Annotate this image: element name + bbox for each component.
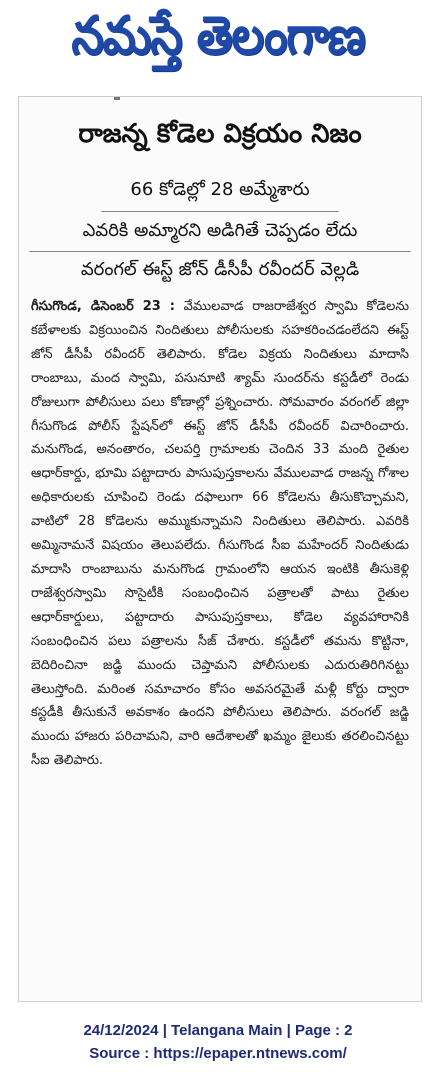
article-body-text: వేములవాడ రాజరాజేశ్వర స్వామి కోడెలను కబేళాలకు విక్రయించిన నిందితులు పోలీసులకు సహకరించడంలేదని ఈస్ట్ జోన్ డీసీపీ రవీందర్ తెలిపారు. కోడెల విక్రయ నిందితులు మాదాసి రాంబాబు, మంద స్వామి, పసునూటి శ్యామ్ సుందర్‌ను కస్టడీలో రెండు రోజులుగా పోలీసులు పలు కోణాల్లో ప్రశ్నించారు. సోమవారం వరంగల్ జిల్లా గీసుగొండ పోలీస్ స్టేషన్‌లో ఈస్ట్ జోన్ డీసీపీ రవీందర్ విచారించారు. మనుగొండ, అనంతారం, చలపర్తి గ్రామాలకు చెందిన 33 మంది రైతుల ఆధార్‌కార్డు, భూమి పట్టాదారు పాసుపుస్తకాలను వేములవాడ రాజన్న గోశాల అధికారులకు చూపించి రెండు దఫాలుగా 66 కోడెలను తీసుకొచ్చామని, వాటిలో 28 కోడెలను అమ్ముకున్నామని నిందితులు తెలిపారు. ఎవరికి అమ్మినామనే విషయం తెలుపలేదు. గీసుగొండ సీఐ మహేందర్ నిందితుడు మాదాసి రాంబాబును మనుగొండ గ్రామంలోని ఆయన ఇంటికి తీసుకెళ్లి రాజేశ్వరస్వామి సొసైటీకి సంబంధించిన పత్రాలతో పాటు రైతుల ఆధార్‌కార్డులు, పట్టాదారు పాసుపుస్తకాలు, కోడెల వ్యవహారానికి సంబంధించిన పలు పత్రాలను సీజ్ చేశారు. కస్టడీలో తమను కొట్టినా, బెదిరించినా జడ్జి ముందు చెప్తామని పోలీసులకు ఎదురుతిరిగినట్టు తెలుస్తోంది. మరింత సమాచారం కోసం అవసరమైతే మళ్లీ కోర్టు ద్వారా కస్టడీకి తీసుకునే అవకాశం ఉందని పోలీసులు తెలిపారు. వరంగల్ జడ్జి ముందు హాజరు పరిచామని, వారి ఆదేశాలతో ఖమ్మం జైలుకు తరలించినట్టు సీఐ తెలిపారు.	[31, 299, 409, 769]
article-headline: రాజన్న కోడెల విక్రయం నిజం	[78, 119, 362, 149]
masthead	[0, 0, 436, 84]
footer-source-link[interactable]: Source : https://epaper.ntnews.com/	[89, 1045, 347, 1062]
article-subhead-3: వరంగల్ ఈస్ట్ జోన్ డీసీపీ రవీందర్ వెల్లడి	[80, 259, 360, 280]
footer-publication-info: 24/12/2024 | Telangana Main | Page : 2	[83, 1022, 353, 1039]
article-subhead-1: 66 కోడెల్లో 28 అమ్మేశారు	[130, 179, 310, 200]
article-body	[31, 295, 409, 773]
article-dateline: గీసుగొండ, డిసెంబర్ 23 :	[31, 299, 176, 314]
article-subhead-2: ఎవరికి అమ్మారని అడిగితే చెప్పడం లేదు	[82, 220, 358, 241]
subhead-divider-2	[29, 251, 411, 252]
subhead-divider-1	[101, 211, 339, 212]
article-clipping	[18, 96, 422, 1002]
masthead-logo: నమస్తే తెలంగాణ	[71, 4, 365, 67]
frame-mark	[114, 97, 120, 100]
